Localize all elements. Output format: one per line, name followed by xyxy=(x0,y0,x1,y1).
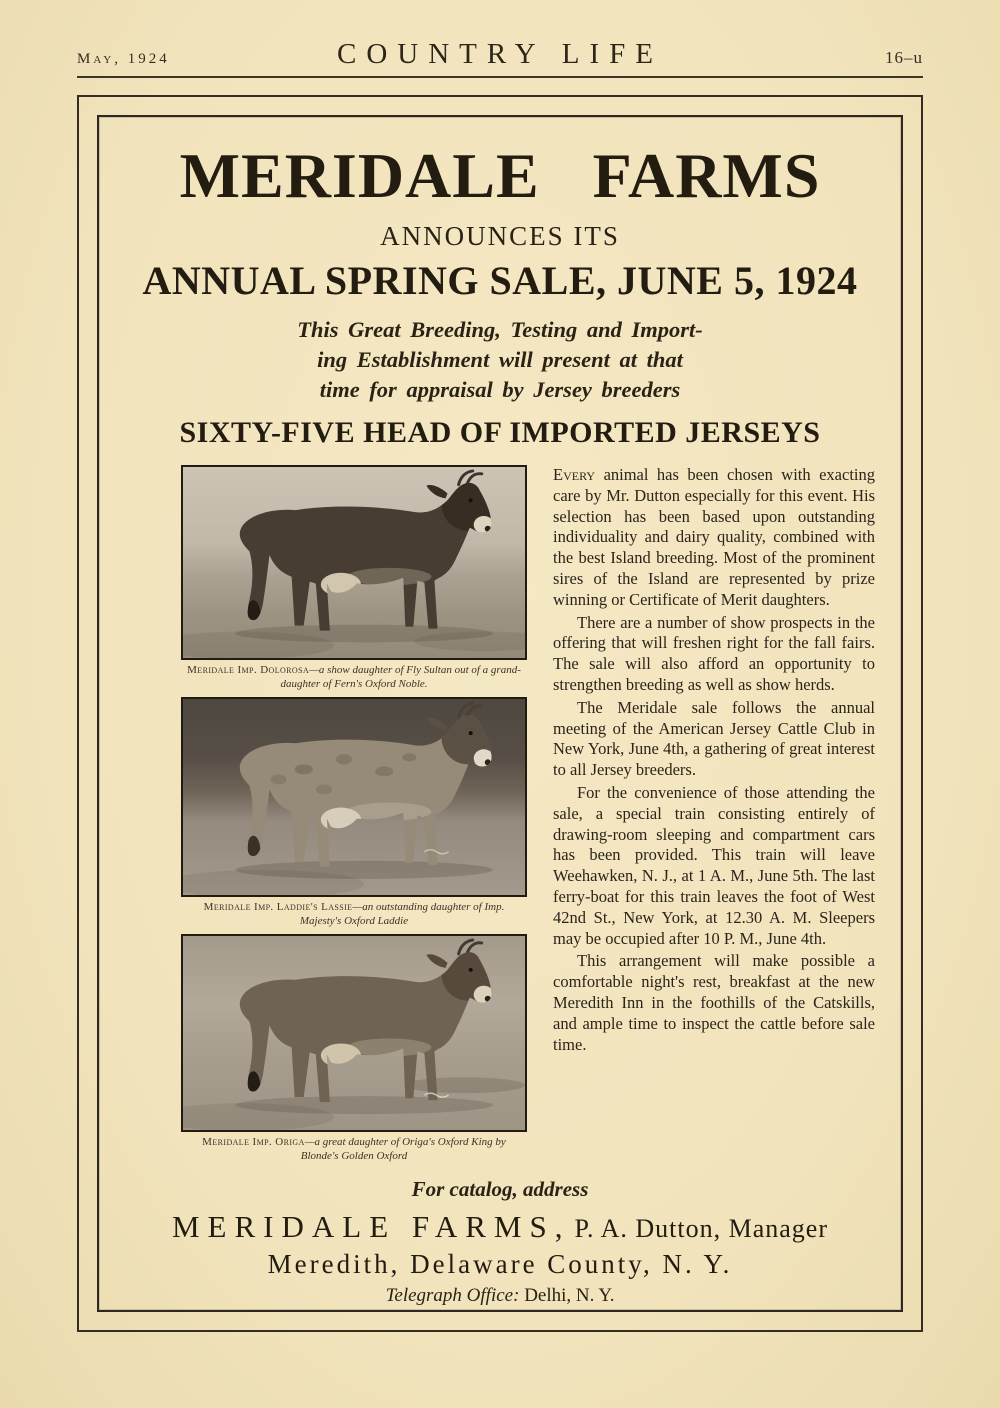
tagline-line-3: time for appraisal by Jersey breeders xyxy=(319,377,681,402)
subheading: SIXTY-FIVE HEAD OF IMPORTED JERSEYS xyxy=(179,416,821,449)
cow-illustration xyxy=(183,699,525,895)
lead-word: Every xyxy=(553,465,596,484)
tagline-line-2: ing Establishment will present at that xyxy=(317,347,683,372)
body-paragraph-2: There are a number of show prospects in the offering that will freshen right for the fall fairs. The sale will also afford an opportunity to strengthen breeding as well as show herds. xyxy=(553,612,875,694)
masthead-rule xyxy=(77,76,923,78)
cow-description: —a great daughter of Origa's Oxford King by Blonde's Golden Oxford xyxy=(300,1136,506,1162)
photo-column xyxy=(181,465,527,1169)
tagline xyxy=(125,315,875,405)
jersey-cow-photo-origa xyxy=(181,934,527,1132)
body-paragraph-5: This arrangement will make possible a comfortable night's rest, breakfast at the new Meredith Inn in the foothills of the Catskills, and ample time to inspect the cattle before sale time. xyxy=(553,951,875,1054)
cow-description: —an outstanding daughter of Imp. Majesty's Oxford Laddie xyxy=(299,901,505,927)
ad-outer-border xyxy=(77,95,923,1332)
cow-name: Meridale Imp. Origa xyxy=(202,1136,305,1148)
jersey-cow-photo-dolorosa xyxy=(181,465,527,660)
body-paragraph-3: The Meridale sale follows the annual meeting of the American Jersey Cattle Club in New York, June 4th, a gathering of great interest to all Jersey breeders. xyxy=(553,697,875,780)
sale-headline: ANNUAL SPRING SALE, JUNE 5, 1924 xyxy=(142,258,858,303)
catalog-line: For catalog, address xyxy=(411,1177,589,1201)
tagline-line-1: This Great Breeding, Testing and Import- xyxy=(297,317,703,342)
photo-caption-laddies-lassie xyxy=(185,901,523,928)
ad-inner-border xyxy=(97,115,903,1312)
manager-name: P. A. Dutton, Manager xyxy=(574,1214,828,1243)
telegraph-label: Telegraph Office: xyxy=(385,1285,520,1306)
masthead xyxy=(77,0,923,71)
cow-name: Meridale Imp. Dolorosa xyxy=(187,664,310,676)
cow-illustration xyxy=(183,467,525,658)
publication-title: COUNTRY LIFE xyxy=(337,38,663,70)
farm-address: Meredith, Delaware County, N. Y. xyxy=(267,1249,733,1279)
photo-caption-dolorosa xyxy=(185,664,523,691)
body-column xyxy=(553,465,875,1169)
issue-date: May, 1924 xyxy=(77,51,170,67)
photo-caption-origa xyxy=(185,1136,523,1163)
farm-name: MERIDALE FARMS, xyxy=(171,1209,571,1244)
ad-footer xyxy=(125,1177,875,1307)
telegraph-value: Delhi, N. Y. xyxy=(524,1285,615,1306)
telegraph-line xyxy=(125,1285,875,1307)
page-number: 16–u xyxy=(885,48,923,67)
jersey-cow-photo-laddies-lassie xyxy=(181,697,527,897)
cow-description: —a show daughter of Fly Sultan out of a grand-daughter of Fern's Oxford Noble. xyxy=(280,664,521,690)
cow-name: Meridale Imp. Laddie's Lassie xyxy=(203,901,353,913)
announces-line: ANNOUNCES ITS xyxy=(380,221,620,251)
body-paragraph-1 xyxy=(553,465,875,611)
paragraph-text: animal has been chosen with exacting care by Mr. Dutton especially for this event. His selection has been based upon outstanding individuality and dairy quality, combined with the best Island breeding. Most of the prominent sires of the Island are represented by prize winning or Certificate of Merit daughters. xyxy=(553,465,875,609)
two-column-layout xyxy=(125,465,875,1169)
cow-illustration xyxy=(183,936,525,1130)
ad-title: MERIDALE FARMS xyxy=(179,140,821,211)
farm-name-line xyxy=(125,1209,875,1245)
body-paragraph-4: For the convenience of those attending the sale, a special train consisting entirely of drawing-room sleeping and compartment cars has been provided. This train will leave Weehawken, N. J., at 1 A. M., June 5th. The last ferry-boat for this train leaves the foot of West 42nd St., New York, at 12.30 A. M. Sleepers may be occupied after 10 P. M., June 4th. xyxy=(553,782,875,948)
